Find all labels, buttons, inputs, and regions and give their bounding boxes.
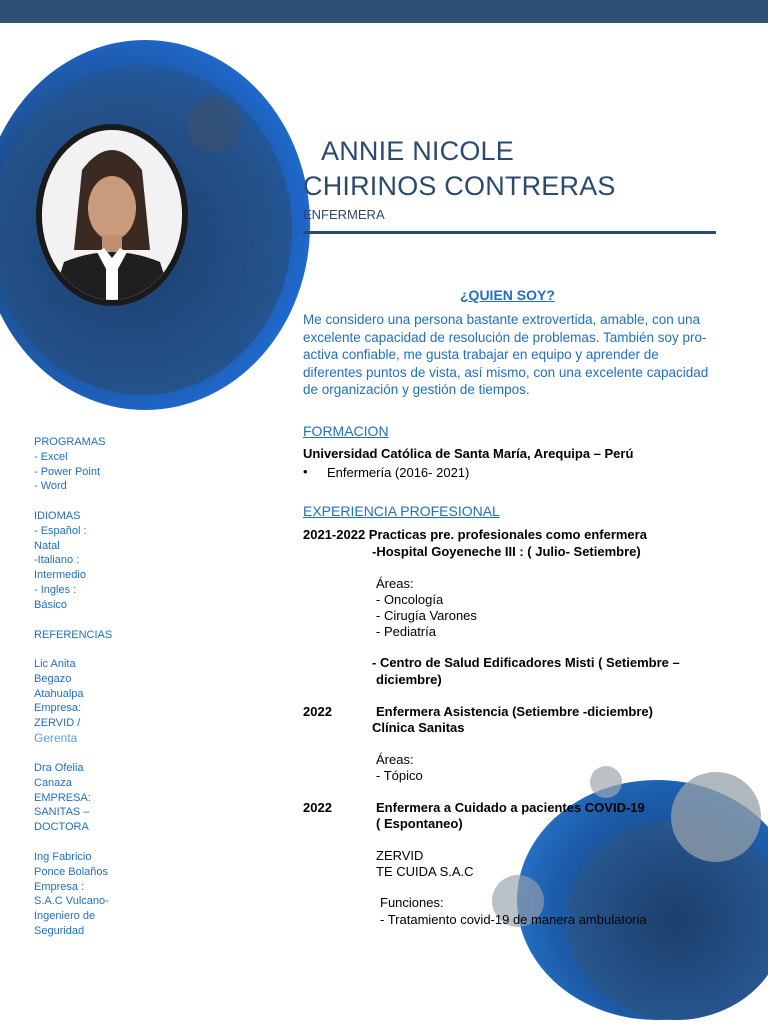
experience-2-year: 2022 [303,704,332,719]
about-heading: ¿QUIEN SOY? [460,287,555,303]
experience-heading: EXPERIENCIA PROFESIONAL [303,503,500,519]
sidebar-item: EMPRESA: [34,791,91,804]
experience-2-areas-label: Áreas: [376,752,414,767]
sidebar-languages [34,509,87,613]
experience-2-area: - Tópico [376,768,423,783]
portrait-illustration [42,130,182,300]
sidebar-item: - Ingles : [34,583,77,596]
experience-1-areas-label: Áreas: [376,576,414,591]
top-bar [0,0,768,23]
sidebar-item: DOCTORA [34,821,89,834]
sidebar-item: Ingeniero de [34,910,96,923]
experience-3-function: - Tratamiento covid-19 de manera ambulatoria [380,912,647,927]
experience-2-title: Enfermera Asistencia (Setiembre -diciembre) [376,704,653,719]
education-degree: Enfermería (2016- 2021) [327,465,470,480]
sidebar-heading: PROGRAMAS [34,436,106,448]
sidebar-item: - Power Point [34,465,101,478]
sidebar-item: Intermedio [34,569,86,582]
sidebar-item: ZERVID / [34,717,81,730]
sidebar-item: Begazo [34,672,72,685]
experience-3-company: TE CUIDA S.A.C [376,864,474,879]
sidebar-item: Seguridad [34,924,85,937]
sidebar-references-heading: REFERENCIAS [34,629,113,641]
sidebar-item: Ponce Bolaños [34,865,108,878]
reference-3 [34,850,109,939]
reference-2 [34,761,91,835]
experience-3-company: ZERVID [376,848,424,863]
about-text: Me considero una persona bastante extrovertida, amable, con una excelente capacidad de resolución de problemas. También soy pro-activa confiable, me gusta trabajar en equipo y aprender de diferentes puntos de vista, así mismo, con una excelente capacidad de organización y gestión de tiempos. [303,312,709,397]
sidebar-item: Básico [34,598,68,611]
experience-3-year: 2022 [303,800,332,815]
experience-1-place: -Hospital Goyeneche III : ( Julio- Setiembre) [372,544,641,559]
experience-1-area: - Oncología [376,592,444,607]
sidebar-item: Dra Ofelia [34,762,84,774]
experience-3-sub: ( Espontaneo) [376,816,463,831]
sidebar-item: -Italiano : [34,554,80,567]
sidebar-item: Empresa : [34,880,85,893]
reference-1 [34,657,84,746]
decorative-circle-small [186,96,242,152]
decorative-grey-circle-small [590,766,622,798]
sidebar-item: SANITAS – [34,806,90,819]
header-divider [303,231,716,234]
sidebar-heading: IDIOMAS [34,510,81,522]
experience-1-place2: - Centro de Salud Edificadores Misti ( Setiembre – [372,655,680,670]
sidebar-item: Ing Fabricio [34,851,92,863]
experience-1-title: 2021-2022 Practicas pre. profesionales como enfermera [303,527,647,542]
bullet: • [303,464,308,479]
job-title: ENFERMERA [303,207,385,222]
education-institution: Universidad Católica de Santa María, Arequipa – Perú [303,446,634,461]
decorative-grey-circle [671,772,761,862]
profile-photo [42,130,182,300]
experience-2-place: Clínica Sanitas [372,720,465,735]
sidebar-item: - Español : [34,524,87,537]
experience-1-area: - Pediatría [376,624,436,639]
experience-3-title: Enfermera a Cuidado a pacientes COVID-19 [376,800,645,815]
name-second-line: CHIRINOS CONTRERAS [303,171,616,201]
sidebar-item: Lic Anita [34,658,76,670]
sidebar-item: Natal [34,539,60,552]
experience-3-functions-label: Funciones: [380,895,444,910]
sidebar-programs [34,435,106,494]
sidebar-item: Gerenta [34,730,78,745]
education-heading: FORMACION [303,423,389,439]
experience-1-place2-cont: diciembre) [376,672,442,687]
sidebar-item: Empresa: [34,702,82,715]
sidebar-item: Canaza [34,776,72,789]
sidebar-item: S.A.C Vulcano- [34,895,109,908]
sidebar-item: Atahualpa [34,687,84,700]
name-first-line: ANNIE NICOLE [321,136,514,166]
sidebar-item: - Excel [34,450,68,463]
sidebar-item: - Word [34,480,67,493]
experience-1-area: - Cirugía Varones [376,608,477,623]
